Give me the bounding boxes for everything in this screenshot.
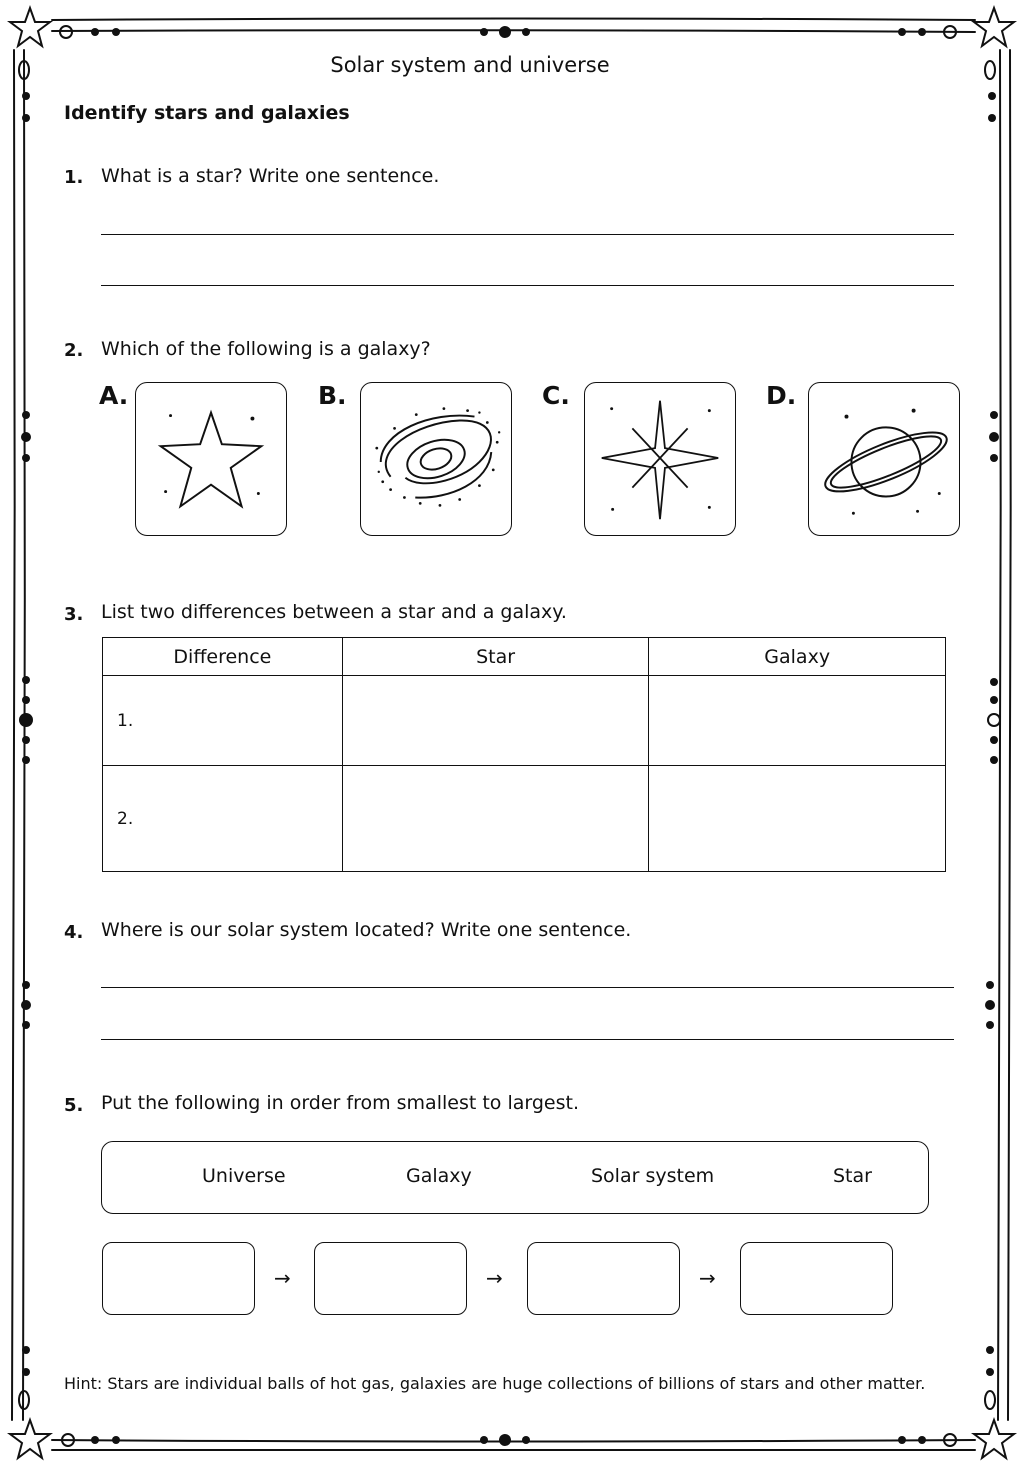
option-b-box[interactable]	[360, 382, 512, 536]
option-c-letter: C.	[542, 381, 570, 410]
option-b-letter: B.	[318, 381, 347, 410]
question-3-number: 3.	[64, 604, 84, 625]
table-cell-row-label: 1.	[103, 676, 343, 766]
option-d-letter: D.	[766, 381, 797, 410]
section-heading: Identify stars and galaxies	[64, 102, 350, 124]
arrow-right-icon: →	[699, 1266, 716, 1290]
option-a-letter: A.	[99, 381, 129, 410]
order-answer-box-4[interactable]	[740, 1242, 893, 1315]
table-header-row	[103, 638, 946, 676]
word-bank-item: Solar system	[591, 1165, 715, 1187]
spiral-galaxy-icon	[361, 383, 511, 535]
table-cell-galaxy-answer[interactable]	[649, 766, 946, 872]
answer-line-q4-2[interactable]	[101, 1039, 954, 1040]
page-title: Solar system and universe	[330, 53, 610, 77]
table-cell-row-label: 2.	[103, 766, 343, 872]
question-2-text: Which of the following is a galaxy?	[101, 338, 431, 360]
table-row	[103, 766, 946, 872]
question-5-text: Put the following in order from smallest to largest.	[101, 1092, 579, 1114]
order-answer-box-2[interactable]	[314, 1242, 467, 1315]
option-a-box[interactable]	[135, 382, 287, 536]
arrow-right-icon: →	[486, 1266, 503, 1290]
question-1-number: 1.	[64, 167, 84, 188]
word-bank-item: Star	[833, 1165, 872, 1187]
hint-text: Hint: Stars are individual balls of hot gas, galaxies are huge collections of billions of stars and other matter.	[64, 1374, 926, 1393]
table-header-galaxy: Galaxy	[649, 638, 946, 676]
table-cell-galaxy-answer[interactable]	[649, 676, 946, 766]
order-answer-box-3[interactable]	[527, 1242, 680, 1315]
question-4-text: Where is our solar system located? Write one sentence.	[101, 919, 632, 941]
arrow-right-icon: →	[274, 1266, 291, 1290]
table-cell-star-answer[interactable]	[342, 766, 649, 872]
word-bank-item: Galaxy	[406, 1165, 472, 1187]
answer-line-q1-2[interactable]	[101, 285, 954, 286]
question-3-text: List two differences between a star and a galaxy.	[101, 601, 567, 623]
ringed-planet-icon	[809, 383, 959, 535]
question-1-text: What is a star? Write one sentence.	[101, 165, 440, 187]
table-cell-star-answer[interactable]	[342, 676, 649, 766]
sparkle-star-icon	[585, 383, 735, 535]
table-row	[103, 676, 946, 766]
question-5-number: 5.	[64, 1095, 84, 1116]
answer-line-q1-1[interactable]	[101, 234, 954, 235]
order-answer-box-1[interactable]	[102, 1242, 255, 1315]
question-2-number: 2.	[64, 340, 84, 361]
option-d-box[interactable]	[808, 382, 960, 536]
differences-table	[102, 637, 946, 872]
question-4-number: 4.	[64, 922, 84, 943]
word-bank-item: Universe	[202, 1165, 286, 1187]
table-header-star: Star	[342, 638, 649, 676]
table-header-difference: Difference	[103, 638, 343, 676]
option-c-box[interactable]	[584, 382, 736, 536]
answer-line-q4-1[interactable]	[101, 987, 954, 988]
star-outline-icon	[136, 383, 286, 535]
